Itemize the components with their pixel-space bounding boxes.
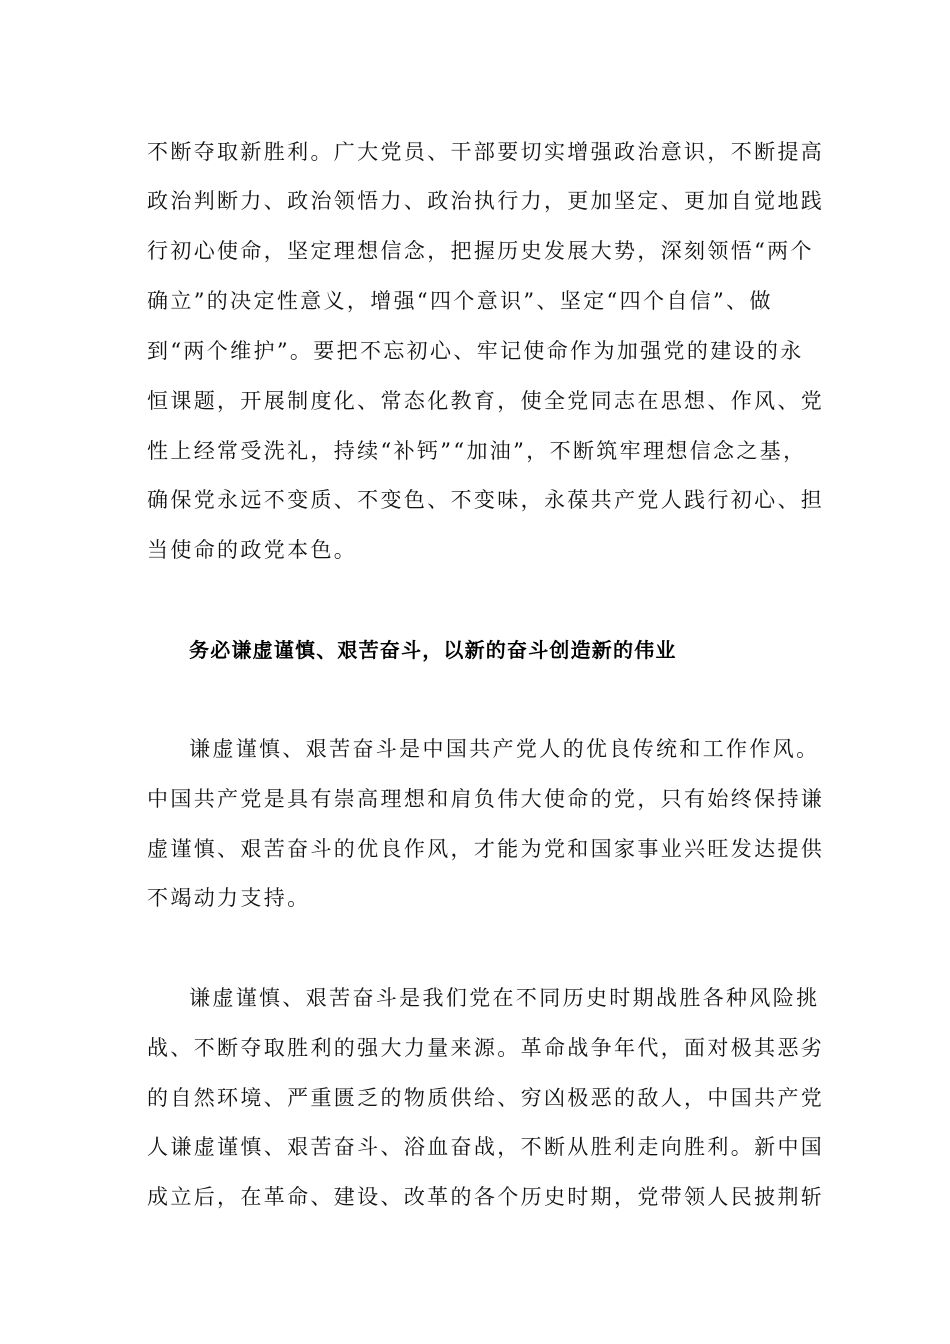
paragraph-line: 人谦虚谨慎、艰苦奋斗、浴血奋战，不断从胜利走向胜利。新中国	[147, 1135, 825, 1159]
paragraph-line: 性上经常受洗礼，持续“补钙”“加油”，不断筑牢理想信念之基，	[147, 439, 807, 463]
section-heading: 务必谦虚谨慎、艰苦奋斗，以新的奋斗创造新的伟业	[189, 638, 677, 662]
paragraph-line: 战、不断夺取胜利的强大力量来源。革命战争年代，面对极其恶劣	[147, 1036, 825, 1060]
paragraph-line: 中国共产党是具有崇高理想和肩负伟大使命的党，只有始终保持谦	[147, 787, 825, 811]
paragraph-line: 不断夺取新胜利。广大党员、干部要切实增强政治意识，不断提高	[147, 140, 825, 164]
paragraph-line: 当使命的政党本色。	[147, 538, 358, 562]
paragraph-line: 虚谨慎、艰苦奋斗的优良作风，才能为党和国家事业兴旺发达提供	[147, 837, 825, 861]
paragraph-line: 恒课题，开展制度化、常态化教育，使全党同志在思想、作风、党	[147, 389, 825, 413]
paragraph-line: 确保党永远不变质、不变色、不变味，永葆共产党人践行初心、担	[147, 488, 825, 512]
paragraph-line: 谦虚谨慎、艰苦奋斗是中国共产党人的优良传统和工作作风。	[189, 737, 820, 761]
paragraph-line: 不竭动力支持。	[147, 886, 311, 910]
paragraph-line: 确立”的决定性意义，增强“四个意识”、坚定“四个自信”、做	[147, 289, 773, 313]
paragraph-line: 政治判断力、政治领悟力、政治执行力，更加坚定、更加自觉地践	[147, 189, 825, 213]
paragraph-line: 成立后，在革命、建设、改革的各个历史时期，党带领人民披荆斩	[147, 1185, 825, 1209]
paragraph-line: 到“两个维护”。要把不忘初心、牢记使命作为加强党的建设的永	[147, 339, 804, 363]
paragraph-line: 谦虚谨慎、艰苦奋斗是我们党在不同历史时期战胜各种风险挑	[189, 986, 820, 1010]
paragraph-line: 行初心使命，坚定理想信念，把握历史发展大势，深刻领悟“两个	[147, 239, 814, 263]
paragraph-line: 的自然环境、严重匮乏的物质供给、穷凶极恶的敌人，中国共产党	[147, 1086, 825, 1110]
